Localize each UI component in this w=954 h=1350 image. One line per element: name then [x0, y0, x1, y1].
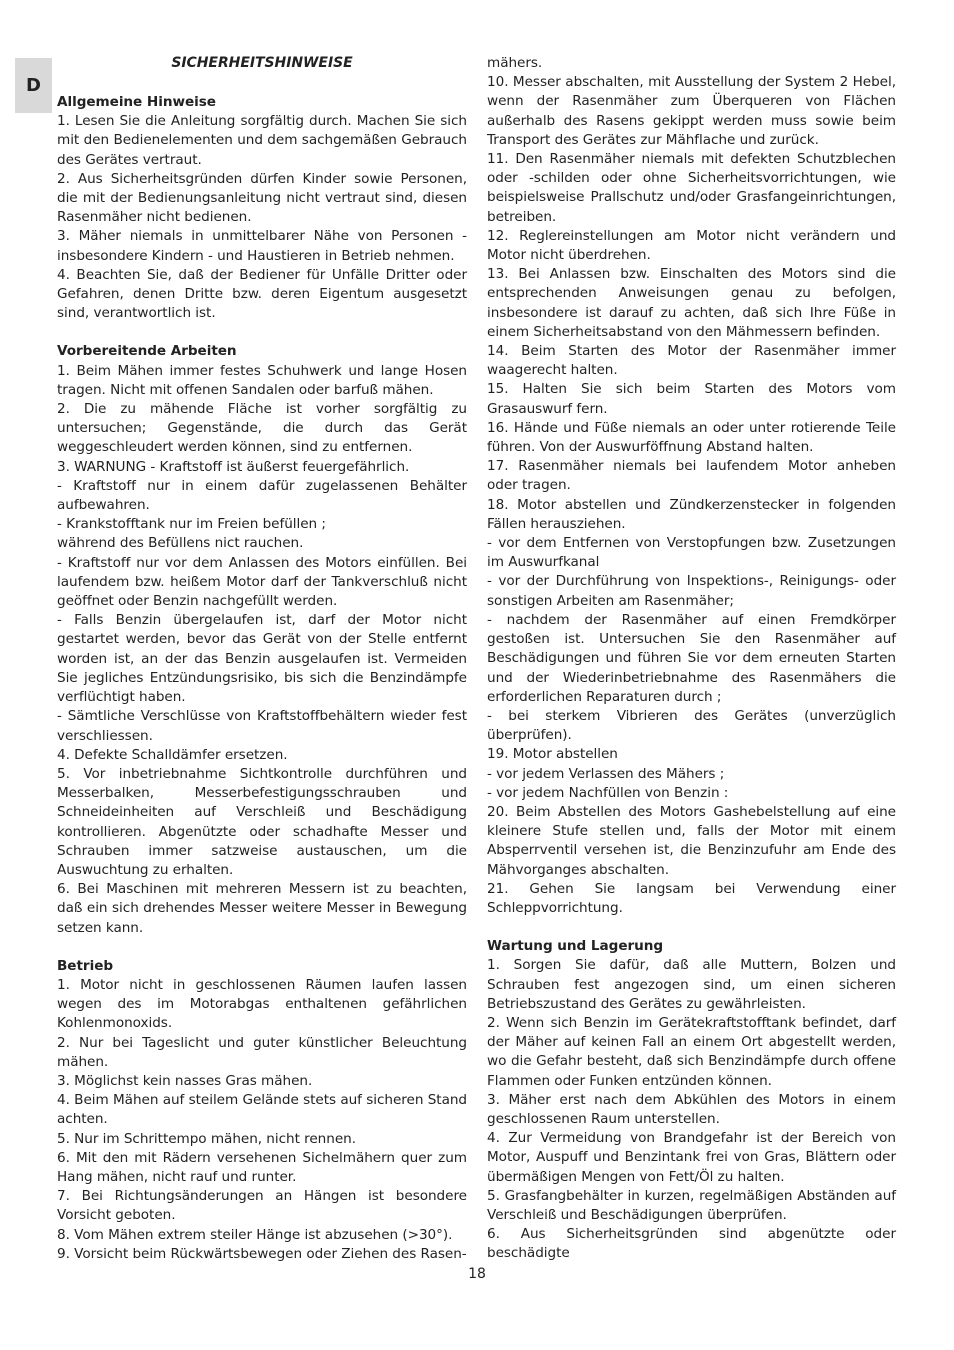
right-column [487, 54, 896, 1264]
paragraph: 20. Beim Abstellen des Motors Gashebelstellung auf eine kleinere Stufe stellen und, falls der Motor mit einem Absperrventil versehen ist, die Benzinzufuhr am Ende des Mähvorganges abschalten. [487, 803, 896, 878]
paragraph: 3. WARNUNG - Kraftstoff ist äußerst feuergefährlich. [57, 458, 410, 475]
paragraph: 3. Mäher erst nach dem Abkühlen des Motors in einem geschlossenen Raum unterstellen. [487, 1091, 896, 1127]
section-heading: Allgemeine Hinweise [57, 94, 216, 110]
paragraph: 6. Aus Sicherheitsgründen sind abgenützte oder beschädigte [487, 1226, 896, 1262]
paragraph: 4. Beim Mähen auf steilem Gelände stets auf sicheren Stand achten. [57, 1092, 467, 1128]
section-spacer [57, 938, 467, 957]
section-heading: Wartung und Lagerung [487, 938, 664, 955]
paragraph: 11. Den Rasenmäher niemals mit defekten Schutzblechen oder -schilden oder ohne Sicherheitsvorrichtungen, wie beispielsweise Prallschutz und/oder Grasfangeinrichtungen, betreiben. [487, 151, 896, 225]
section-heading: Vorbereitende Arbeiten [57, 343, 237, 360]
paragraph: während des Befüllens nict rauchen. [57, 535, 304, 552]
paragraph: - vor dem Entfernen von Verstopfungen bzw. Zusetzungen im Auswurfkanal [487, 535, 896, 571]
paragraph: mähers. [487, 55, 543, 71]
left-column [57, 54, 467, 1264]
paragraph: 6. Bei Maschinen mit mehreren Messern ist zu beachten, daß ein sich drehendes Messer weitere Messer in Bewegung setzen kann. [57, 881, 467, 936]
paragraph: - nachdem der Rasenmäher auf einen Fremdkörper gestoßen ist. Untersuchen Sie den Rasenmäher auf Beschädigungen und führen Sie vor dem erneuten Starten und der Wiederinbetriebnahme des Rasenmähers die erforderlichen Reparaturen durch ; [487, 611, 896, 705]
paragraph: 4. Defekte Schalldämfer ersetzen. [57, 746, 288, 763]
paragraph: 19. Motor abstellen [487, 746, 618, 763]
paragraph: 4. Beachten Sie, daß der Bediener für Unfälle Dritter oder Gefahren, denen Dritte bzw. deren Eigentum ausgesetzt sind, verantwortlich ist. [57, 266, 467, 322]
paragraph: - Krankstofftank nur im Freien befüllen ; [57, 516, 326, 533]
paragraph: - vor jedem Verlassen des Mähers ; [487, 765, 725, 782]
page-title: SICHERHEITSHINWEISE [171, 55, 353, 71]
paragraph: 3. Mäher niemals in unmittelbarer Nähe von Personen - insbesondere Kindern - und Haustieren in Betrieb nehmen. [57, 228, 467, 264]
language-tab: D [15, 58, 52, 113]
paragraph: 5. Vor inbetriebnahme Sichtkontrolle durchführen und Messerbalken, Messerbefestigungsschrauben und Schneideinheiten auf Verschleiß und Beschädigung kontrollieren. Abgenützte oder schadhafte Messer und Schrauben immer satzweise austauschen, um die Auswuchtung zu erhalten. [57, 765, 467, 878]
paragraph: 7. Bei Richtungsänderungen an Hängen ist besondere Vorsicht geboten. [57, 1188, 467, 1224]
paragraph: 2. Die zu mähende Fläche ist vorher sorgfältig zu untersuchen; Gegenstände, die durch das Gerät weggeschleudert werden können, sind zu entfernen. [57, 401, 467, 456]
paragraph: 1. Beim Mähen immer festes Schuhwerk und lange Hosen tragen. Nicht mit offenen Sandalen oder barfuß mähen. [57, 362, 467, 398]
paragraph: 5. Grasfangbehälter in kurzen, regelmäßigen Abständen auf Verschleiß und Beschädigungen überprüfen. [487, 1187, 896, 1223]
paragraph: 5. Nur im Schrittempo mähen, nicht rennen. [57, 1130, 356, 1147]
paragraph: 12. Reglereinstellungen am Motor nicht verändern und Motor nicht überdrehen. [487, 227, 896, 264]
paragraph: 16. Hände und Füße niemals an oder unter rotierende Teile führen. Von der Auswurföffnung Abstand halten. [487, 419, 896, 456]
page-number: 18 [468, 1266, 486, 1282]
paragraph: 1. Lesen Sie die Anleitung sorgfältig durch. Machen Sie sich mit den Bedienelementen und dem sachgemäßen Gebrauch des Gerätes vertraut. [57, 113, 467, 168]
section-spacer [487, 918, 896, 937]
paragraph: 2. Nur bei Tageslicht und guter künstlicher Beleuchtung mähen. [57, 1034, 467, 1070]
paragraph: 10. Messer abschalten, mit Ausstellung der System 2 Hebel, wenn der Rasenmäher zum Überqueren von Flächen außerhalb des Rasens gekippt werden muss sowie beim Transport des Gerätes zur Mähflache und zurück. [487, 74, 896, 148]
section-spacer [57, 323, 467, 342]
paragraph: 3. Möglichst kein nasses Gras mähen. [57, 1072, 313, 1089]
paragraph: - vor jedem Nachfüllen von Benzin : [487, 784, 729, 801]
paragraph: - Falls Benzin übergelaufen ist, darf der Motor nicht gestartet werden, bevor das Gerät von der Stelle entfernt worden ist, an der das Benzin ausgelaufen ist. Vermeiden Sie jegliches Entzündungsrisiko, bis sich die Benzindämpfe verflüchtigt haben. [57, 612, 467, 706]
paragraph: 21. Gehen Sie langsam bei Verwendung einer Schleppvorrichtung. [487, 880, 896, 916]
paragraph: 2. Wenn sich Benzin im Gerätekraftstofftank befindet, darf der Mäher auf keinen Fall an einem Ort abgestellt werden, wo die Gefahr besteht, daß sich Benzindämpfe durch offene Flammen oder Funken entzünden können. [487, 1014, 896, 1089]
paragraph: 6. Mit den mit Rädern versehenen Sichelmähern quer zum Hang mähen, nicht rauf und runter. [57, 1149, 467, 1185]
paragraph: 13. Bei Anlassen bzw. Einschalten des Motors sind die entsprechenden Anweisungen genau zu befolgen, insbesondere ist darauf zu achten, daß sich Ihre Füße in einem Sicherheitsabstand von den Mähmessern befinden. [487, 266, 896, 340]
paragraph: 17. Rasenmäher niemals bei laufendem Motor anheben oder tragen. [487, 458, 896, 494]
paragraph: - Kraftstoff nur in einem dafür zugelassenen Behälter aufbewahren. [57, 477, 467, 514]
paragraph: - vor der Durchführung von Inspektions-, Reinigungs- oder sonstigen Arbeiten am Rasenmäher; [487, 573, 896, 609]
section-heading: Betrieb [57, 957, 114, 974]
paragraph: 4. Zur Vermeidung von Brandgefahr ist der Bereich von Motor, Auspuff und Benzintank frei von Gras, Blättern oder übermäßigen Mengen von Fett/Öl zu halten. [487, 1130, 896, 1185]
paragraph: 15. Halten Sie sich beim Starten des Motors vom Grasauswurf fern. [487, 381, 896, 417]
paragraph: 8. Vom Mähen extrem steiler Hänge ist abzusehen (>30°). [57, 1226, 453, 1243]
paragraph: - bei sterkem Vibrieren des Gerätes (unverzüglich überprüfen). [487, 707, 896, 744]
paragraph: - Kraftstoff nur vor dem Anlassen des Motors einfüllen. Bei laufendem bzw. heißem Motor darf der Tankverschluß nicht geöffnet oder Benzin nachgefüllt werden. [57, 554, 467, 610]
paragraph: 2. Aus Sicherheitsgründen dürfen Kinder sowie Personen, die mit der Bedienungsanleitung nicht vertraut sind, diesen Rasenmäher nicht bedienen. [57, 170, 467, 226]
paragraph: 1. Sorgen Sie dafür, daß alle Muttern, Bolzen und Schrauben fest angezogen sind, um einen sicheren Betriebszustand des Gerätes zu gewährleisten. [487, 957, 896, 1012]
paragraph: - Sämtliche Verschlüsse von Kraftstoffbehältern wieder fest verschliessen. [57, 708, 467, 744]
paragraph: 9. Vorsicht beim Rückwärtsbewegen oder Ziehen des Rasen- [57, 1245, 467, 1262]
paragraph: 1. Motor nicht in geschlossenen Räumen laufen lassen wegen des im Motorabgas enthaltenen gefährlichen Kohlenmonoxids. [57, 976, 467, 1032]
paragraph: 18. Motor abstellen und Zündkerzenstecker in folgenden Fällen herausziehen. [487, 496, 896, 532]
paragraph: 14. Beim Starten des Motor der Rasenmäher immer waagerecht halten. [487, 343, 896, 379]
